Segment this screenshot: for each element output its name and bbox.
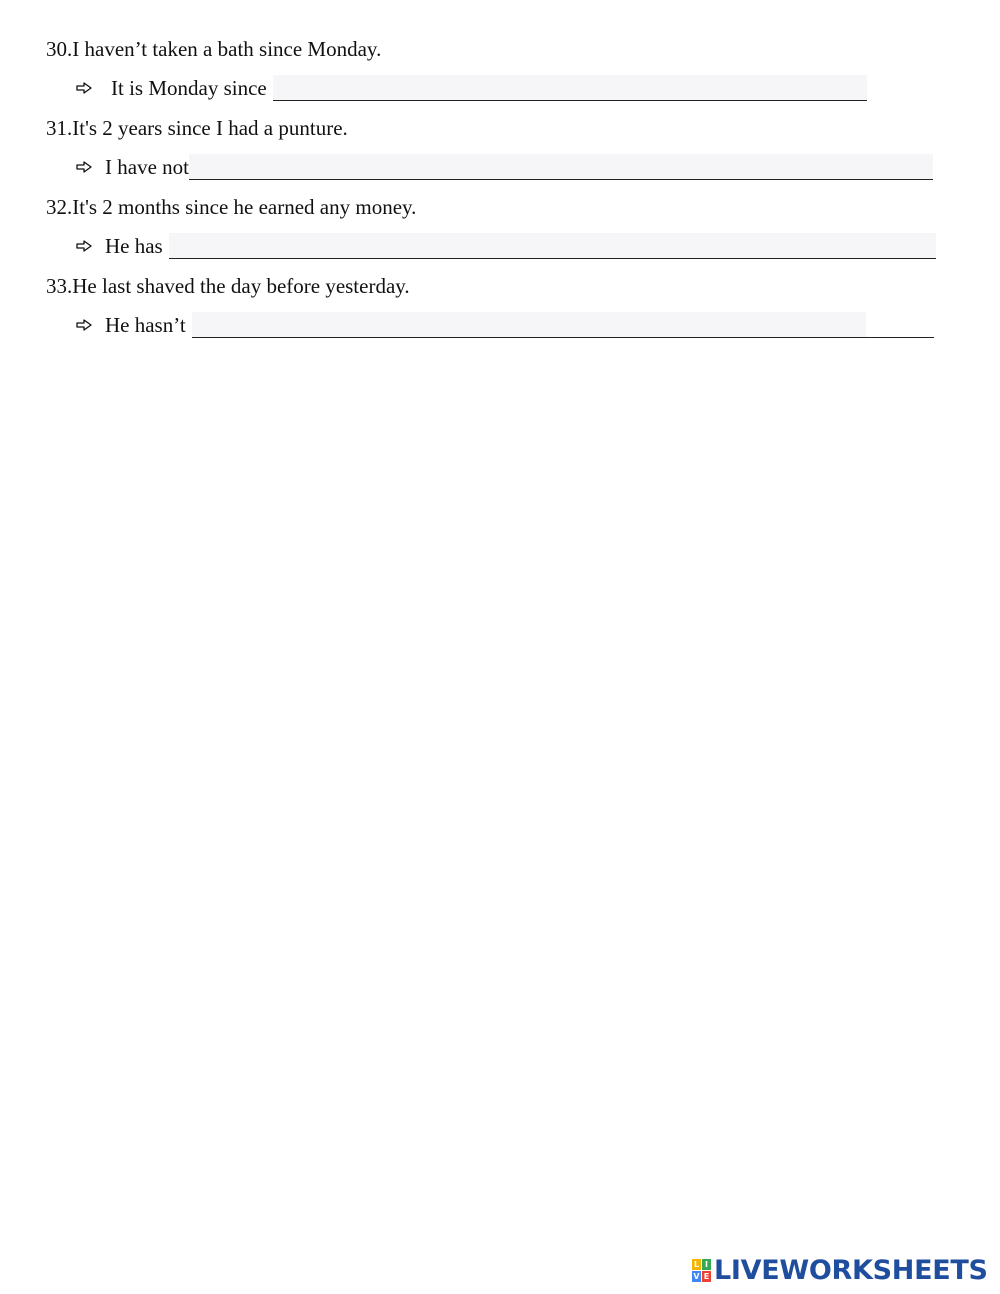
question-33: 33.He last shaved the day before yesterday. — [46, 274, 410, 298]
logo-tiles-icon — [692, 1259, 711, 1282]
logo-tile: I — [702, 1259, 711, 1270]
answer-blank-33[interactable] — [192, 312, 866, 338]
answer-row-30 — [76, 75, 867, 101]
arrow-right-icon — [76, 233, 98, 259]
question-30: 30.I haven’t taken a bath since Monday. — [46, 37, 382, 61]
logo-tile: V — [693, 1272, 700, 1281]
question-31: 31.It's 2 years since I had a punture. — [46, 116, 348, 140]
liveworksheets-logo — [692, 1255, 988, 1286]
answer-prefix-32: He has — [105, 234, 163, 258]
answer-row-32 — [76, 233, 936, 259]
logo-text: LIVEWORKSHEETS — [714, 1255, 988, 1286]
answer-blank-31[interactable] — [189, 154, 933, 180]
answer-row-33 — [76, 312, 934, 338]
answer-prefix-33: He hasn’t — [105, 313, 186, 337]
answer-prefix-31: I have not — [105, 155, 189, 179]
answer-row-31 — [76, 154, 933, 180]
answer-blank-33-tail — [866, 312, 934, 338]
answer-blank-30[interactable] — [273, 75, 867, 101]
question-32: 32.It's 2 months since he earned any money. — [46, 195, 417, 219]
answer-prefix-30: It is Monday since — [111, 76, 267, 100]
arrow-right-icon — [76, 75, 98, 101]
arrow-right-icon — [76, 154, 98, 180]
logo-tile: E — [703, 1272, 710, 1281]
answer-blank-32[interactable] — [169, 233, 936, 259]
logo-tile: L — [693, 1260, 700, 1269]
arrow-right-icon — [76, 312, 98, 338]
